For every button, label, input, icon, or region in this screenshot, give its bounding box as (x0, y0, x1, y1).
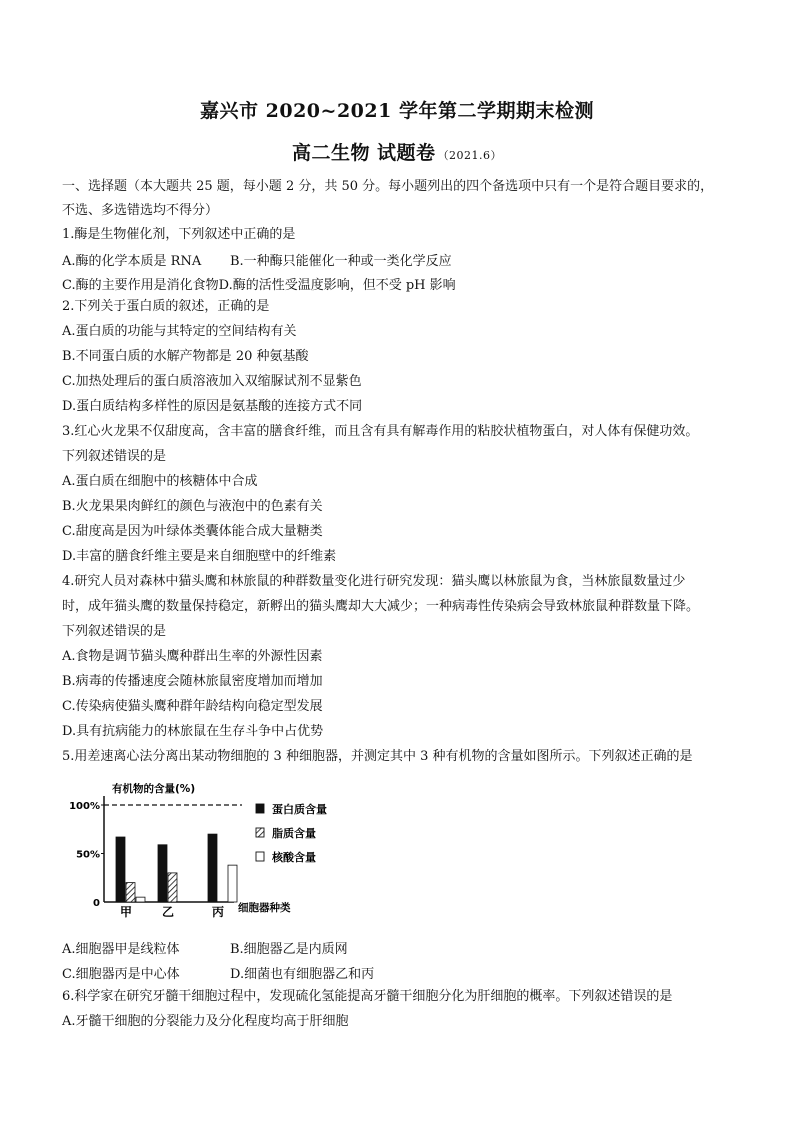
y-tick-label: 50% (76, 849, 100, 861)
q4-option-c: C.传染病使猫头鹰种群年龄结构向稳定型发展 (62, 699, 323, 714)
q3-option-d: D.丰富的膳食纤维主要是来自细胞壁中的纤维素 (62, 549, 337, 564)
q1-option-d: D.酶的活性受温度影响，但不受 pH 影响 (218, 278, 456, 293)
q5-option-a: A.细胞器甲是线粒体 (62, 942, 180, 957)
exam-subtitle (0, 138, 794, 165)
y-axis-label: 有机物的含量(%) (112, 783, 196, 795)
q2-option-c: C.加热处理后的蛋白质溶液加入双缩脲试剂不显紫色 (62, 374, 362, 389)
q3-option-c: C.甜度高是因为叶绿体类囊体能合成大量糖类 (62, 524, 323, 539)
q4-stem-cont: 时，成年猫头鹰的数量保持稳定，新孵出的猫头鹰却大大减少；一种病毒性传染病会导致林旅鼠种群数量下降。 (62, 599, 700, 614)
y-tick-label: 0 (93, 898, 100, 909)
legend-swatch (256, 804, 264, 813)
q2-stem: 2.下列关于蛋白质的叙述，正确的是 (62, 299, 270, 314)
q3-option-b: B.火龙果果肉鲜红的颜色与液泡中的色素有关 (62, 499, 323, 514)
q4-stem-cont2: 下列叙述错误的是 (62, 624, 167, 639)
q1-option-a: A.酶的化学本质是 RNA (62, 254, 202, 269)
subtitle-text: 高二生物 试题卷 (291, 142, 436, 164)
legend-label: 核酸含量 (272, 851, 316, 864)
q6-stem: 6.科学家在研究牙髓干细胞过程中，发现硫化氢能提高牙髓干细胞分化为肝细胞的概率。下列叙述错误的是 (62, 989, 673, 1004)
x-category-label: 乙 (161, 905, 175, 919)
q3-stem: 3.红心火龙果不仅甜度高，含丰富的膳食纤维，而且含有具有解毒作用的粘胶状植物蛋白，对人体有保健功效。 (62, 424, 699, 439)
q4-option-b: B.病毒的传播速度会随林旅鼠密度增加而增加 (62, 674, 323, 689)
y-tick-label: 100% (69, 801, 100, 812)
bar-甲-核酸含量 (136, 897, 145, 902)
q5-options-row1 (62, 938, 348, 957)
bar-乙-蛋白质含量 (158, 845, 167, 902)
organelle-bar-chart (62, 778, 362, 923)
section-heading: 一、选择题（本大题共 25 题，每小题 2 分，共 50 分。每小题列出的四个备选项中只有一个是符合题目要求的， (62, 179, 714, 194)
q6-option-a: A.牙髓干细胞的分裂能力及分化程度均高于肝细胞 (62, 1014, 349, 1029)
q2-option-a: A.蛋白质的功能与其特定的空间结构有关 (62, 324, 297, 339)
q2-option-b: B.不同蛋白质的水解产物都是 20 种氨基酸 (62, 349, 309, 364)
q1-option-c: C.酶的主要作用是消化食物 (62, 278, 219, 293)
q4-option-d: D.具有抗病能力的林旅鼠在生存斗争中占优势 (62, 724, 324, 739)
legend-swatch (256, 852, 264, 861)
x-category-label: 甲 (119, 905, 133, 919)
legend-swatch (256, 828, 264, 837)
q3-option-a: A.蛋白质在细胞中的核糖体中合成 (62, 474, 258, 489)
q1-option-b: B.一种酶只能催化一种或一类化学反应 (230, 254, 452, 269)
bar-甲-蛋白质含量 (116, 837, 125, 902)
exam-title: 嘉兴市 2020~2021 学年第二学期期末检测 (200, 100, 594, 122)
q5-option-c: C.细胞器丙是中心体 (62, 967, 180, 982)
bar-丙-核酸含量 (228, 865, 237, 902)
q1-options-row2 (62, 274, 456, 293)
q2-option-d: D.蛋白质结构多样性的原因是氨基酸的连接方式不同 (62, 399, 363, 414)
q4-option-a: A.食物是调节猫头鹰种群出生率的外源性因素 (62, 649, 323, 664)
legend-label: 脂质含量 (272, 827, 316, 840)
q3-stem-cont: 下列叙述错误的是 (62, 449, 167, 464)
x-axis-label: 细胞器种类 (238, 902, 291, 914)
subtitle-date: （2021.6） (437, 149, 503, 162)
bar-丙-蛋白质含量 (208, 834, 217, 902)
bar-乙-脂质含量 (168, 873, 177, 902)
q5-options-row2 (62, 963, 374, 982)
legend-label: 蛋白质含量 (272, 803, 327, 816)
q5-option-b: B.细胞器乙是内质网 (230, 942, 348, 957)
x-category-label: 丙 (211, 905, 225, 919)
bar-甲-脂质含量 (126, 883, 135, 902)
q1-options-row1 (62, 250, 452, 269)
q5-stem: 5.用差速离心法分离出某动物细胞的 3 种细胞器，并测定其中 3 种有机物的含量如图所示。下列叙述正确的是 (62, 749, 693, 764)
q4-stem: 4.研究人员对森林中猫头鹰和林旅鼠的种群数量变化进行研究发现：猫头鹰以林旅鼠为食，当林旅鼠数量过少 (62, 574, 686, 589)
q1-stem: 1.酶是生物催化剂，下列叙述中正确的是 (62, 227, 296, 242)
section-heading-cont: 不选、多选错选均不得分） (62, 203, 219, 218)
q5-option-d: D.细菌也有细胞器乙和丙 (230, 967, 375, 982)
